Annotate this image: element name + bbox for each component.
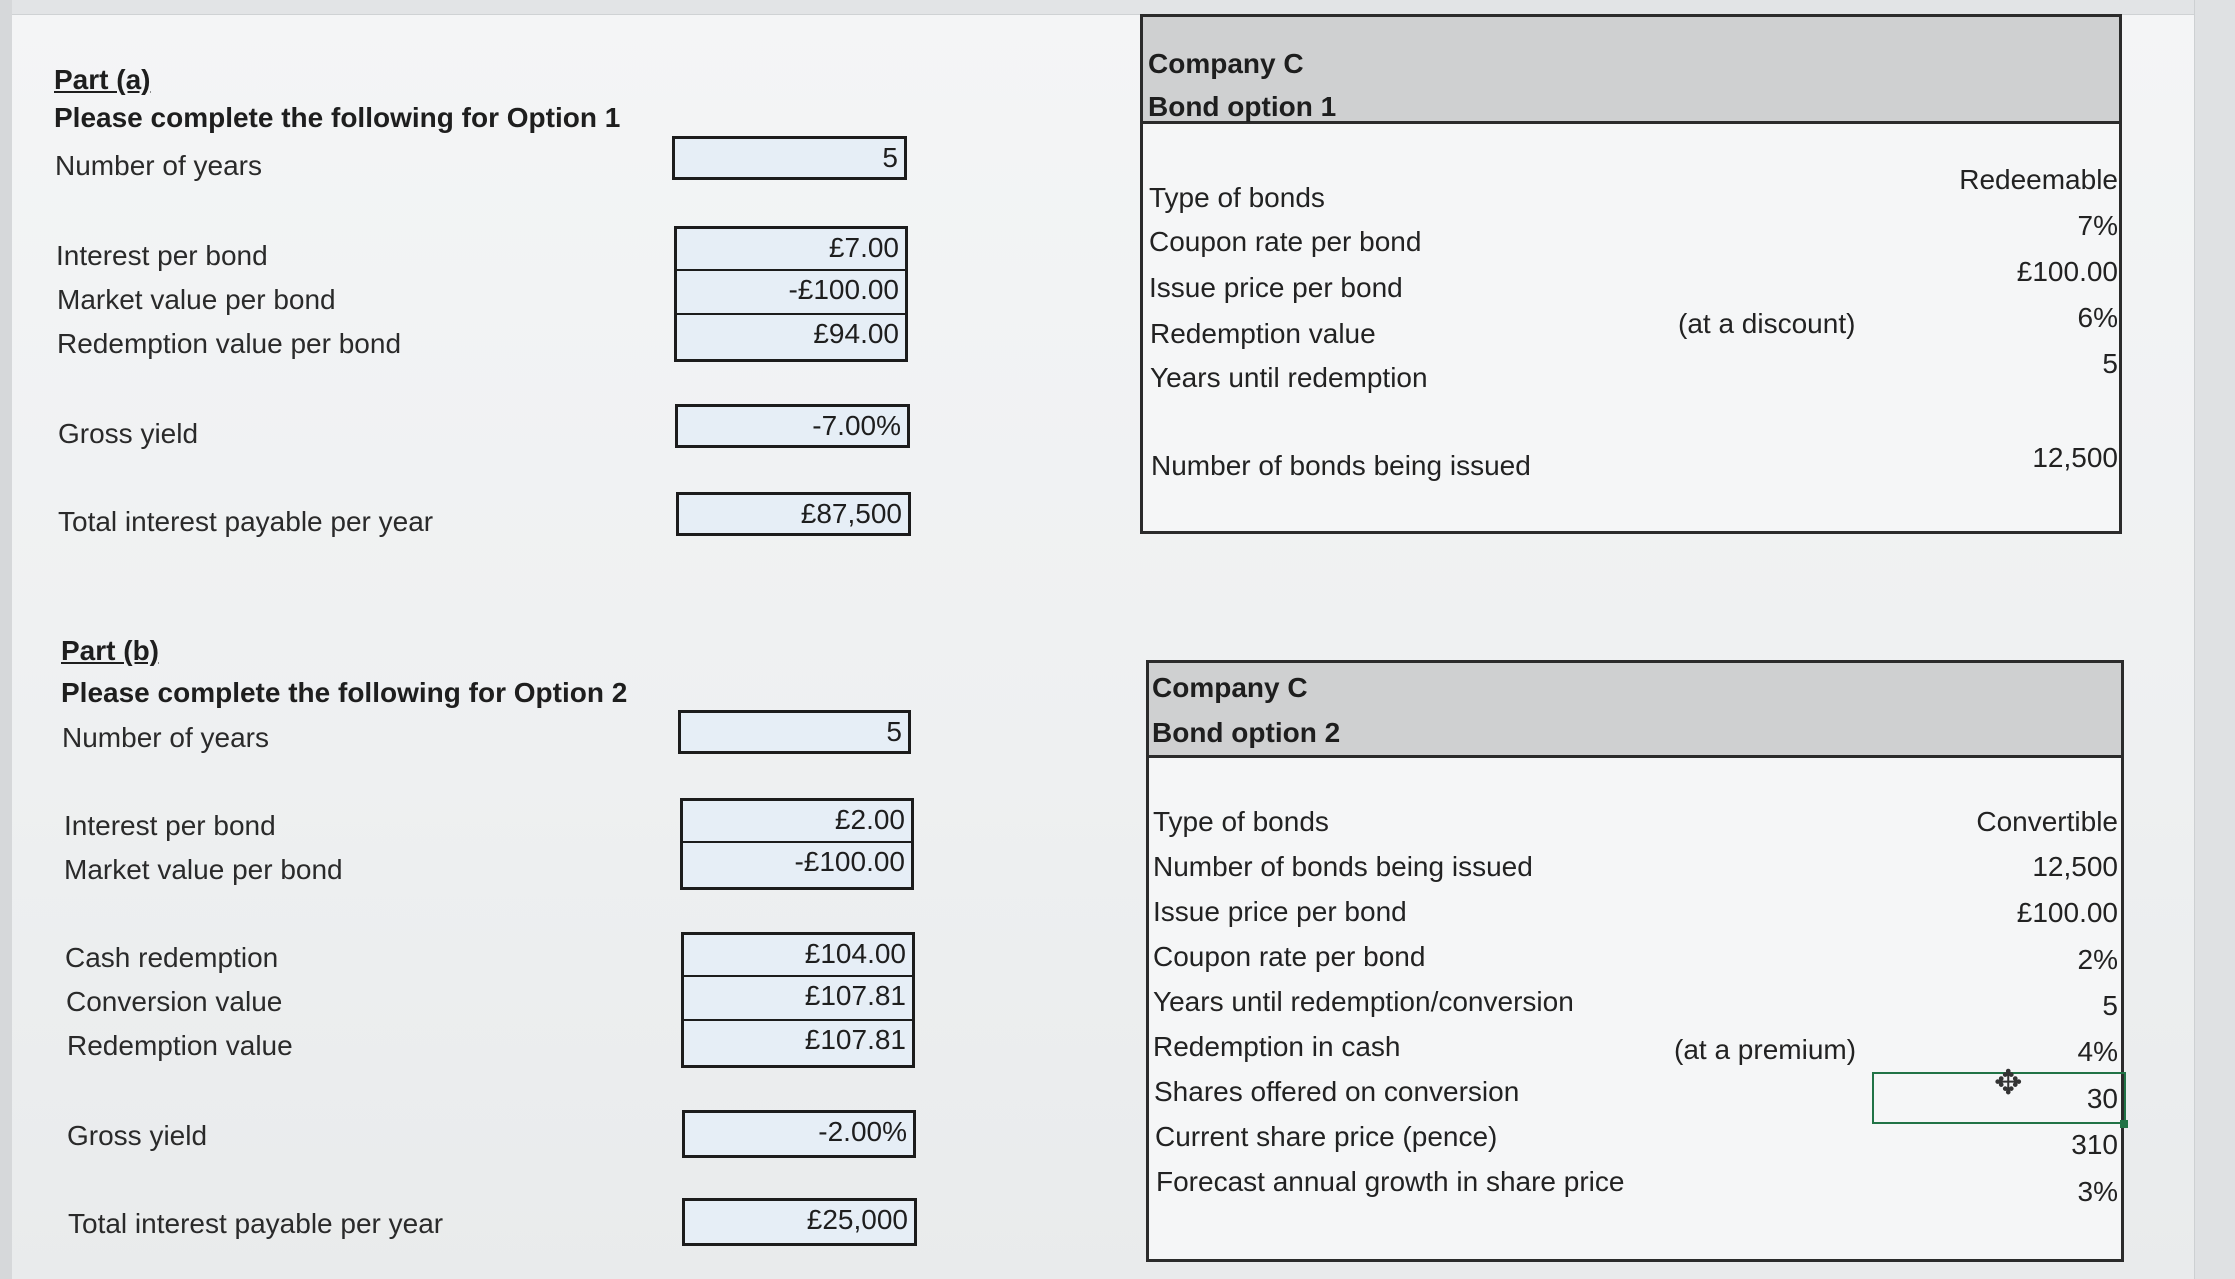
part-b-label-total-interest: Total interest payable per year bbox=[68, 1208, 444, 1239]
part-b-label-years: Number of years bbox=[62, 722, 269, 753]
option2-label-growth: Forecast annual growth in share price bbox=[1156, 1166, 1625, 1197]
part-a-instruction: Please complete the following for Option 1 bbox=[54, 102, 621, 133]
option1-value-redemption[interactable]: 6% bbox=[2077, 302, 2118, 333]
option2-label-coupon: Coupon rate per bond bbox=[1153, 941, 1426, 972]
option1-label-issue: Issue price per bond bbox=[1149, 272, 1403, 303]
option2-company: Company C bbox=[1152, 672, 1308, 703]
part-b-cell-gross-yield[interactable]: -2.00% bbox=[682, 1110, 916, 1158]
part-b-cell-conversion[interactable]: £107.81 bbox=[681, 976, 915, 1020]
option2-label-share-price: Current share price (pence) bbox=[1155, 1121, 1498, 1152]
option1-label-coupon: Coupon rate per bond bbox=[1149, 226, 1422, 257]
part-a-label-market: Market value per bond bbox=[57, 284, 336, 315]
part-b-title: Part (b) bbox=[61, 635, 159, 666]
right-gutter bbox=[2194, 0, 2235, 1279]
option2-label-years: Years until redemption/conversion bbox=[1153, 986, 1574, 1017]
part-b-label-conversion: Conversion value bbox=[66, 986, 283, 1017]
option2-value-coupon[interactable]: 2% bbox=[2077, 944, 2118, 975]
option2-label-num-bonds: Number of bonds being issued bbox=[1153, 851, 1533, 882]
option1-value-num-bonds[interactable]: 12,500 bbox=[2032, 442, 2118, 473]
option1-note-discount: (at a discount) bbox=[1678, 308, 1856, 339]
option1-value-type[interactable]: Redeemable bbox=[1959, 164, 2118, 195]
option1-label-type: Type of bonds bbox=[1149, 182, 1325, 213]
option2-label-issue: Issue price per bond bbox=[1153, 896, 1407, 927]
option1-bond-title: Bond option 1 bbox=[1148, 91, 1337, 122]
part-b-label-interest: Interest per bond bbox=[64, 810, 276, 841]
option2-value-type[interactable]: Convertible bbox=[1976, 806, 2118, 837]
part-a-label-interest: Interest per bond bbox=[56, 240, 268, 271]
part-b-cell-interest[interactable]: £2.00 bbox=[680, 798, 914, 842]
option1-value-coupon[interactable]: 7% bbox=[2077, 210, 2118, 241]
part-b-label-market: Market value per bond bbox=[64, 854, 343, 885]
part-b-instruction: Please complete the following for Option 2 bbox=[61, 677, 628, 708]
part-b-cell-cash[interactable]: £104.00 bbox=[681, 932, 915, 976]
option1-value-issue[interactable]: £100.00 bbox=[2016, 256, 2118, 287]
option2-value-num-bonds[interactable]: 12,500 bbox=[2032, 851, 2118, 882]
top-border bbox=[0, 0, 2235, 15]
option2-note-premium: (at a premium) bbox=[1674, 1034, 1857, 1065]
option1-label-num-bonds: Number of bonds being issued bbox=[1151, 450, 1531, 481]
part-b-cell-years[interactable]: 5 bbox=[678, 710, 911, 754]
option2-value-years[interactable]: 5 bbox=[2102, 990, 2118, 1021]
option2-value-redemption-cash[interactable]: 4% bbox=[2077, 1036, 2118, 1067]
part-a-label-total-interest: Total interest payable per year bbox=[58, 506, 434, 537]
option1-label-redemption: Redemption value bbox=[1150, 318, 1376, 349]
cursor-cross-icon: ✥ bbox=[1994, 1064, 2023, 1102]
left-edge bbox=[0, 0, 12, 1279]
part-b-label-cash: Cash redemption bbox=[65, 942, 279, 973]
part-b-cell-market[interactable]: -£100.00 bbox=[680, 842, 914, 890]
part-b-label-redemption: Redemption value bbox=[67, 1030, 293, 1061]
part-a-title: Part (a) bbox=[54, 64, 151, 95]
option2-value-issue[interactable]: £100.00 bbox=[2016, 897, 2118, 928]
part-b-cell-total-interest[interactable]: £25,000 bbox=[682, 1198, 917, 1246]
part-a-label-gross-yield: Gross yield bbox=[58, 418, 199, 449]
part-a-cell-total-interest[interactable]: £87,500 bbox=[676, 492, 911, 536]
option2-label-shares: Shares offered on conversion bbox=[1154, 1076, 1520, 1107]
fill-handle[interactable] bbox=[2120, 1120, 2128, 1128]
part-b-label-gross-yield: Gross yield bbox=[67, 1120, 208, 1151]
part-a-label-redemption: Redemption value per bond bbox=[57, 328, 402, 359]
part-a-cell-years[interactable]: 5 bbox=[672, 136, 907, 180]
option2-value-share-price[interactable]: 310 bbox=[2071, 1129, 2118, 1160]
part-a-cell-gross-yield[interactable]: -7.00% bbox=[675, 404, 910, 448]
part-a-label-years: Number of years bbox=[55, 150, 262, 181]
part-a-cell-market[interactable]: -£100.00 bbox=[674, 270, 908, 314]
part-a-cell-redemption[interactable]: £94.00 bbox=[674, 314, 908, 362]
part-b-cell-redemption[interactable]: £107.81 bbox=[681, 1020, 915, 1068]
option2-label-redemption-cash: Redemption in cash bbox=[1153, 1031, 1401, 1062]
option2-value-shares[interactable]: 30 bbox=[2086, 1083, 2118, 1114]
option1-company: Company C bbox=[1148, 48, 1304, 79]
option2-label-type: Type of bonds bbox=[1153, 806, 1329, 837]
part-a-cell-interest[interactable]: £7.00 bbox=[674, 226, 908, 270]
option2-value-growth[interactable]: 3% bbox=[2077, 1176, 2118, 1207]
option1-value-years[interactable]: 5 bbox=[2102, 348, 2118, 379]
option2-bond-title: Bond option 2 bbox=[1152, 717, 1341, 748]
option1-label-years: Years until redemption bbox=[1150, 362, 1428, 393]
